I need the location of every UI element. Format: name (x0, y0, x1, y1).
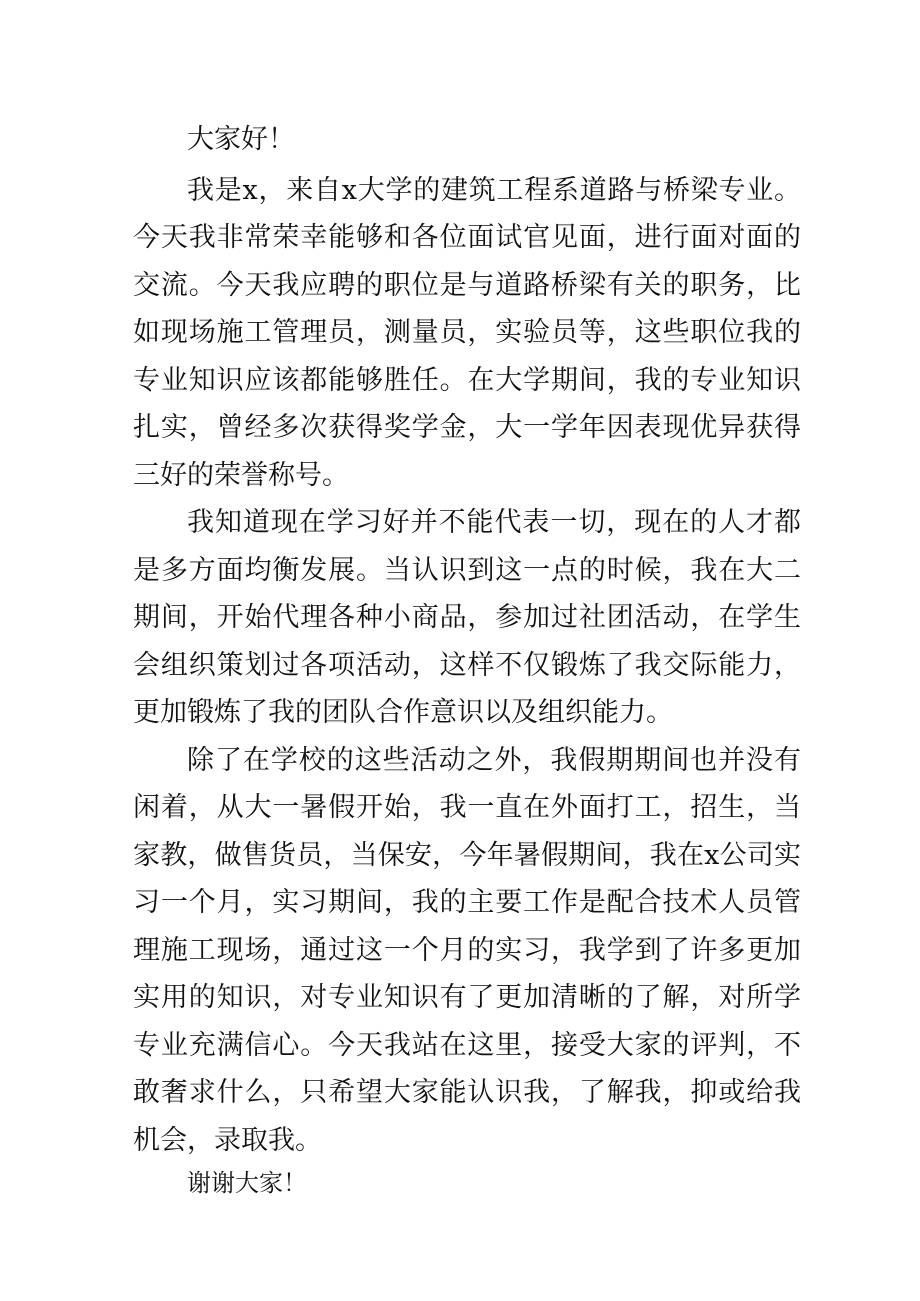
speech-text-body (133, 116, 801, 1204)
closing-line: 谢谢大家！ (187, 1169, 307, 1197)
paragraph-introduction: 我是x，来自x大学的建筑工程系道路与桥梁专业。今天我非常荣幸能够和各位面试官见面，进行面对面的交流。今天我应聘的职位是与道路桥梁有关的职务，比如现场施工管理员，测量员，实验员等，这些职位我的专业知识应该都能够胜任。在大学期间，我的专业知识扎实，曾经多次获得奖学金，大一学年因表现优异获得三好的荣誉称号。 (133, 174, 801, 491)
paragraph-experience: 除了在学校的这些活动之外，我假期期间也并没有闲着，从大一暑假开始，我一直在外面打工，招生，当家教，做售货员，当保安，今年暑假期间，我在x公司实习一个月，实习期间，我的主要工作是配合技术人员管理施工现场，通过这一个月的实习，我学到了许多更加实用的知识，对专业知识有了更加清晰的了解，对所学专业充满信心。今天我站在这里，接受大家的评判，不敢奢求什么，只希望大家能认识我，了解我，抑或给我机会，录取我。 (133, 744, 801, 1156)
greeting-line: 大家好！ (187, 124, 295, 155)
paragraph-development: 我知道现在学习好并不能代表一切，现在的人才都是多方面均衡发展。当认识到这一点的时候，我在大二期间，开始代理各种小商品，参加过社团活动，在学生会组织策划过各项活动，这样不仅锻炼了我交际能力，更加锻炼了我的团队合作意识以及组织能力。 (133, 507, 801, 728)
